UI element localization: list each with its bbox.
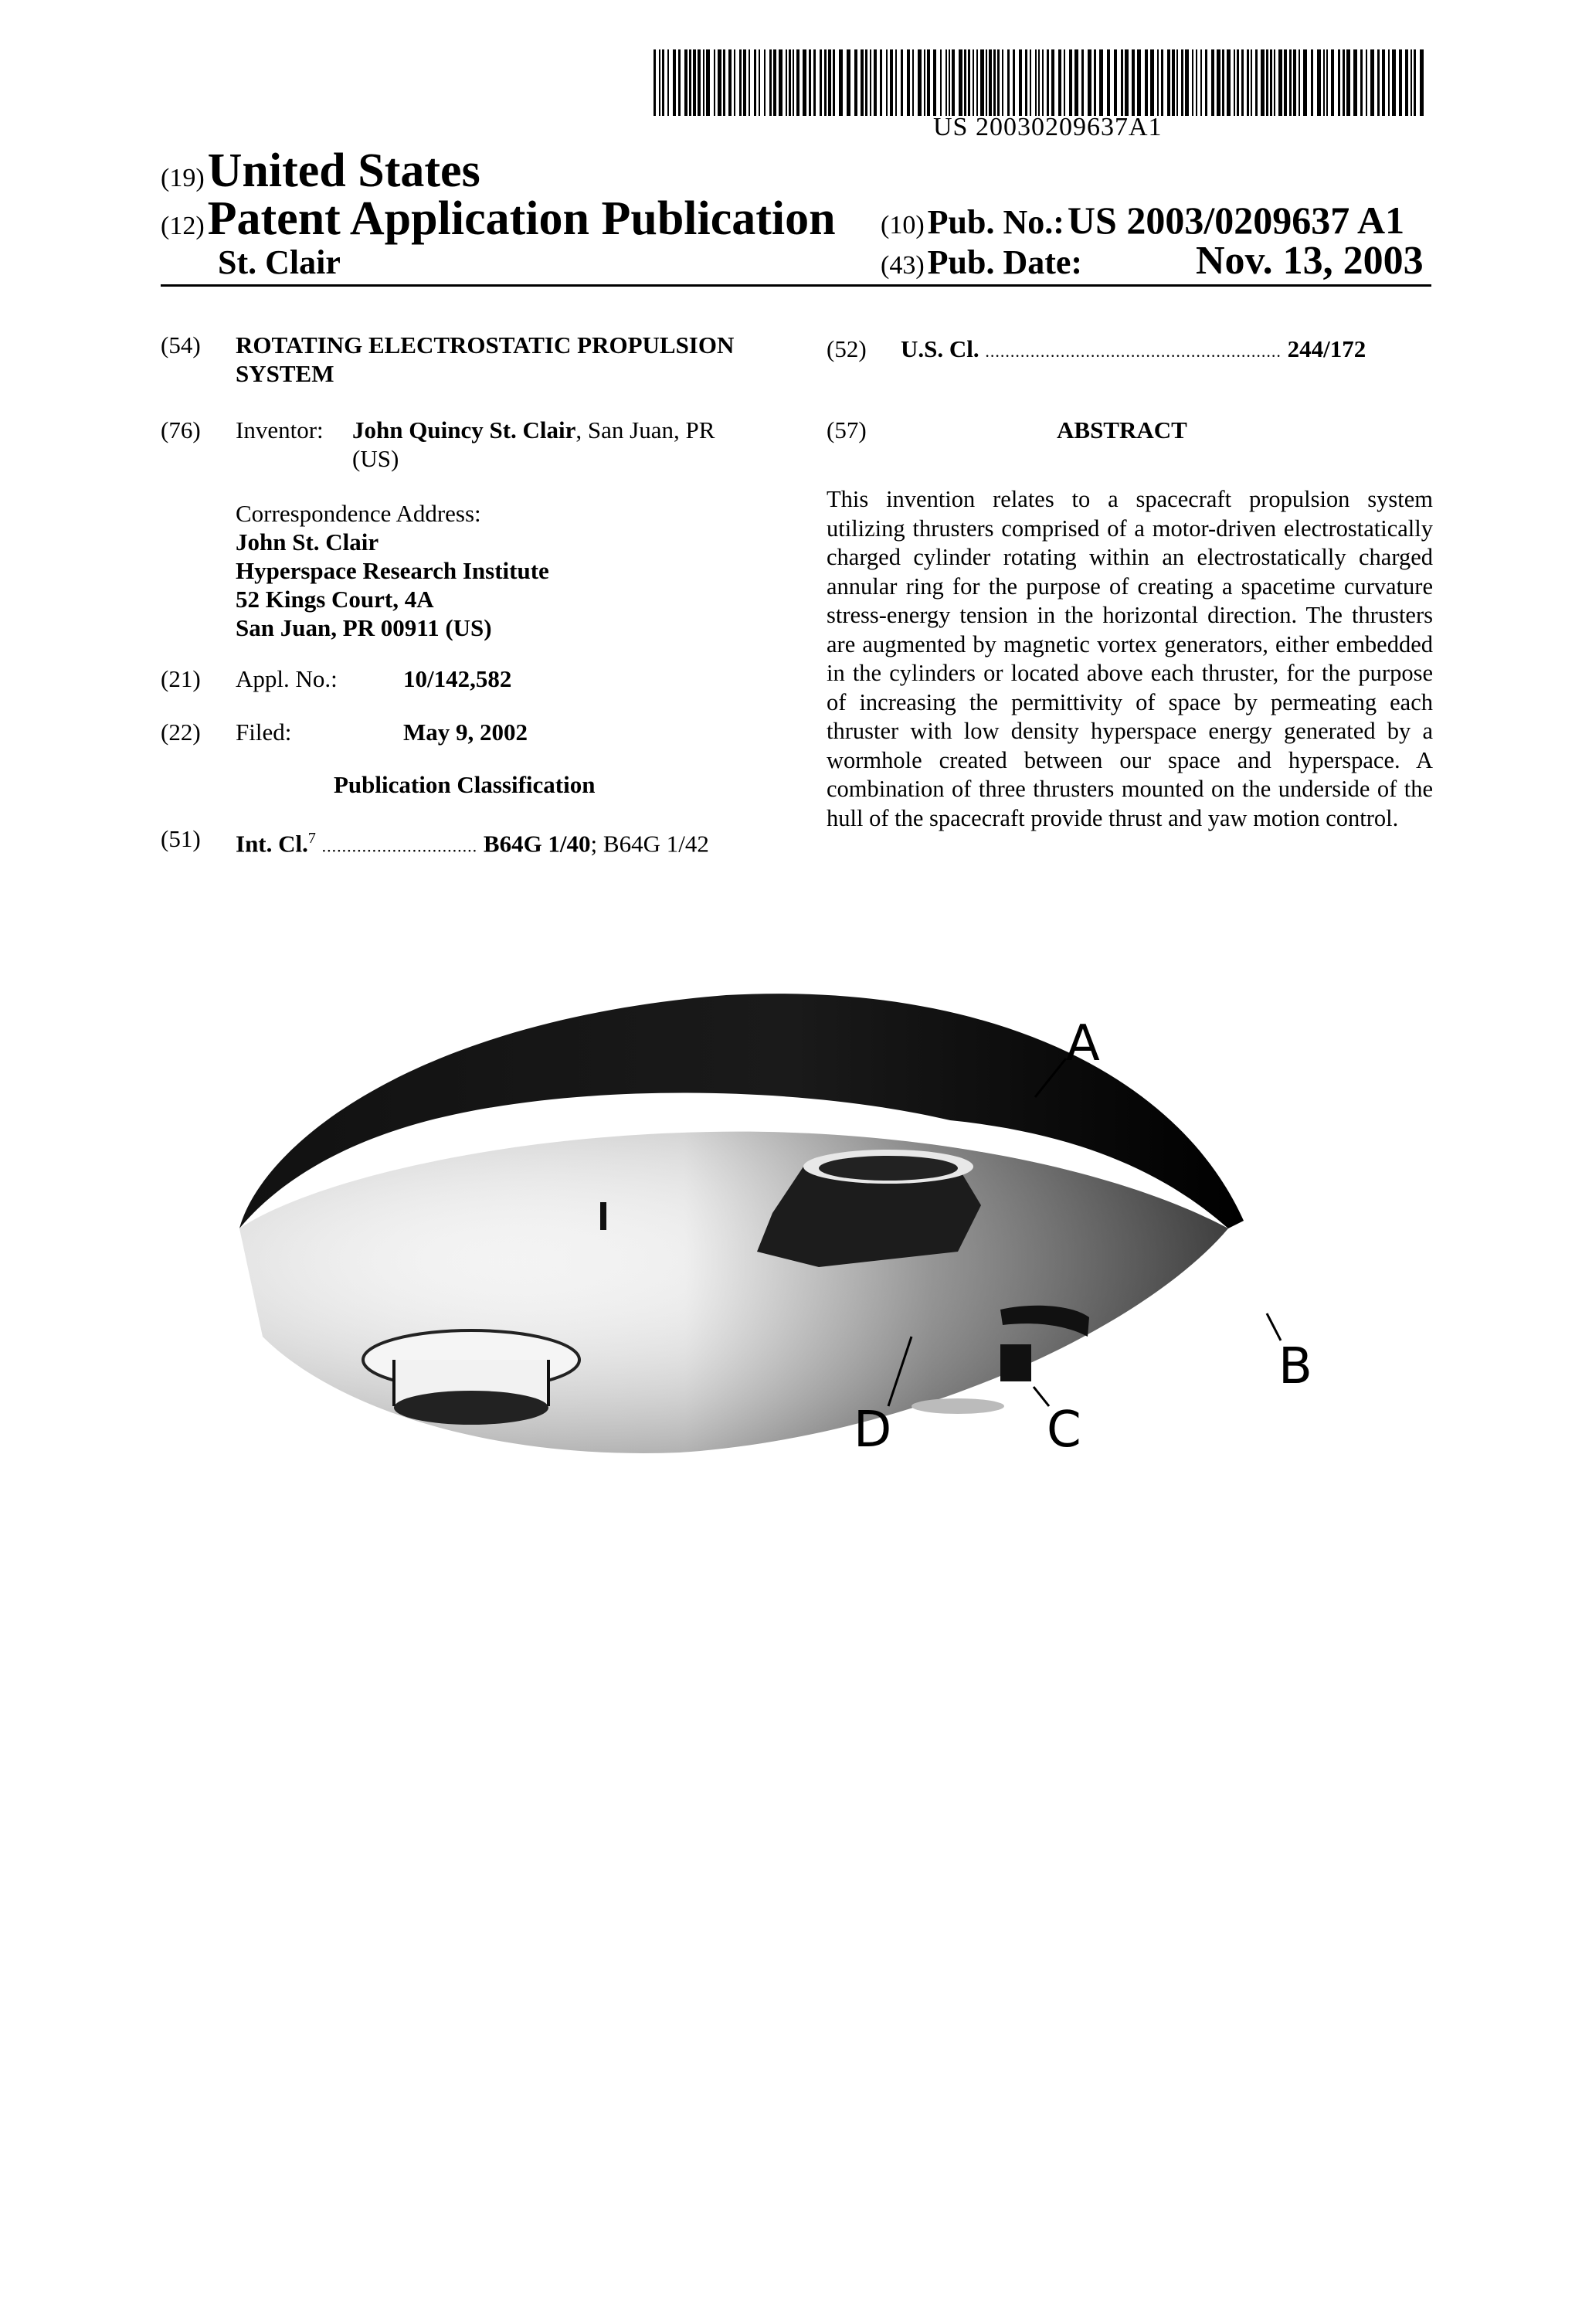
barcode-bar [865,49,867,116]
pub-date-line [881,243,1082,282]
barcode-bar [718,49,721,116]
barcode-bar [1278,49,1282,116]
int-cl-superscript: 7 [307,830,316,847]
barcode-bar [1222,49,1224,116]
correspondence-label: Correspondence Address: [236,500,481,527]
barcode-bar [933,49,936,116]
barcode-bar [1042,49,1044,116]
barcode-bar [1338,49,1340,116]
barcode-bar [1035,49,1037,116]
barcode-bar [1343,49,1345,116]
thruster-left [363,1330,579,1425]
barcode-bar [1007,49,1010,116]
barcode-bar [1167,49,1170,116]
barcode-bar [1030,49,1031,116]
country-line [161,144,480,199]
barcode-bar [678,49,681,116]
barcode-bar [1200,49,1202,116]
barcode-bar [1289,49,1292,116]
barcode-bar [874,49,877,116]
doc-type: Patent Application Publication [207,192,836,245]
barcode-bar [1237,49,1239,116]
pub-no-value: US 2003/0209637 A1 [1067,199,1405,242]
barcode-bar [779,49,783,116]
code-19: (19) [161,164,205,192]
code-12: (12) [161,212,205,240]
barcode-bar [952,49,955,116]
barcode-bar [654,49,656,116]
barcode-bar [714,49,715,116]
barcode-bar [1088,49,1091,116]
barcode-bar [1051,49,1054,116]
code-76: (76) [161,416,201,443]
publication-classification-heading: Publication Classification [334,771,596,798]
barcode-bar [980,49,984,116]
barcode-bar [976,49,978,116]
barcode-bar [820,49,822,116]
barcode-bar [698,49,701,116]
barcode-bar [895,49,897,116]
leader-b [1267,1313,1281,1340]
barcode-bar [759,49,760,116]
barcode-bar [1211,49,1214,116]
code-52: (52) [827,335,867,362]
code-22: (22) [161,719,201,746]
barcode-bar [728,49,732,116]
barcode-bar [907,49,910,116]
barcode-bar [773,49,776,116]
barcode-bar [1107,49,1110,116]
barcode-bar [1074,49,1078,116]
abstract-text: This invention relates to a spacecraft propulsion system utilizing thrusters comprised of a motor-driven electrostatically charged cylinder rotating within an electrostatically charged annular ring for the purpose of creating a spacetime curvature stress-energy tension in the horizontal direction. The thrusters are augmented by magnetic vortex generators, either embedded in the cylinders or located above each thruster, for the purpose of increasing the permittivity of space by permeating each thruster with low density hyperspace energy generated by a wormhole created between our space and hyperspace. A combination of three thrusters mounted on the underside of the hull of the spacecraft provide thrust and yaw motion control. [827,486,1433,831]
code-43: (43) [881,251,925,280]
inventor-place: , San Juan, PR [575,416,715,443]
filed-value: May 9, 2002 [403,719,528,746]
barcode-bar [945,49,947,116]
inventor-country: (US) [352,445,399,472]
barcode [654,49,1426,116]
barcode-bar [901,49,903,116]
barcode-bar [1311,49,1313,116]
barcode-bar [1047,49,1049,116]
figure-label-d: D [854,1402,892,1459]
barcode-bar [989,49,992,116]
barcode-bar [1274,49,1275,116]
barcode-bar [1025,49,1027,116]
inventor-short: St. Clair [218,243,341,281]
barcode-bar [764,49,766,116]
barcode-bar [1064,49,1065,116]
barcode-bar [1069,49,1072,116]
barcode-bar [1058,49,1061,116]
barcode-bar [828,49,831,116]
barcode-bar [1326,49,1328,116]
barcode-bar [1161,49,1163,116]
barcode-bar [854,49,857,116]
barcode-bar [1038,49,1040,116]
barcode-bar [1370,49,1374,116]
barcode-bar [689,49,691,116]
barcode-bar [924,49,925,116]
int-cl-dots: ............................... [321,836,478,856]
barcode-bar [1150,49,1154,116]
us-cl-value: 244/172 [1287,335,1366,362]
barcode-bar [918,49,922,116]
barcode-bar [1002,49,1003,116]
barcode-bar [1293,49,1296,116]
barcode-bar [833,49,835,116]
figure-label-a: A [1066,1015,1100,1072]
barcode-bar [964,49,966,116]
barcode-bar [847,49,850,116]
int-cl-label: Int. Cl. [236,830,308,858]
appl-no-value: 10/142,582 [403,665,512,692]
inventor-name: John Quincy St. Clair [352,416,576,443]
barcode-bar [997,49,1000,116]
barcode-bar [754,49,756,116]
barcode-bar [890,49,893,116]
us-cl-dots: ........................................................... [985,341,1282,361]
barcode-bar [1157,49,1159,116]
barcode-bar [839,49,843,116]
barcode-bar [1227,49,1231,116]
correspondence-line-1: John St. Clair [236,528,379,556]
barcode-bar [796,49,799,116]
barcode-bar [1388,49,1390,116]
barcode-bar [1382,49,1385,116]
us-cl-line [901,335,1366,365]
barcode-bar [1145,49,1148,116]
barcode-bar [1251,49,1252,116]
barcode-bar [1299,49,1300,116]
barcode-bar [706,49,710,116]
barcode-bar [1247,49,1249,116]
correspondence-line-2: Hyperspace Research Institute [236,557,549,584]
barcode-bar [1114,49,1117,116]
barcode-bar [1013,49,1015,116]
barcode-bar [1399,49,1402,116]
barcode-bar [993,49,996,116]
barcode-bar [703,49,704,116]
code-57: (57) [827,416,867,443]
barcode-bar [1270,49,1272,116]
pub-no-label: Pub. No.: [927,203,1064,241]
abstract-heading: ABSTRACT [1057,416,1187,443]
barcode-bar [1261,49,1265,116]
doc-type-line [161,192,836,246]
filed-label: Filed: [236,719,292,746]
barcode-bar [927,49,930,116]
barcode-bar [662,49,664,116]
barcode-bar [1196,49,1197,116]
barcode-bar [1241,49,1244,116]
barcode-bar [786,49,787,116]
barcode-bar [769,49,772,116]
barcode-bar [1303,49,1307,116]
barcode-bar [734,49,735,116]
barcode-bar [1099,49,1103,116]
barcode-bar [912,49,914,116]
code-51: (51) [161,825,201,852]
figure-label-c: C [1047,1402,1081,1459]
barcode-bar [1323,49,1325,116]
barcode-bar [803,49,806,116]
correspondence-line-3: 52 Kings Court, 4A [236,586,434,613]
code-10: (10) [881,211,925,240]
barcode-bar [1392,49,1396,116]
barcode-bar [1266,49,1268,116]
barcode-bar [1255,49,1258,116]
barcode-bar [809,49,811,116]
barcode-bar [684,49,687,116]
barcode-bar [1234,49,1235,116]
barcode-bar [813,49,816,116]
barcode-bar [743,49,746,116]
barcode-bar [1346,49,1350,116]
barcode-bar [1205,49,1207,116]
barcode-bar [793,49,794,116]
barcode-bar [824,49,827,116]
barcode-bar [659,49,660,116]
barcode-bar [739,49,742,116]
barcode-bar [1420,49,1424,116]
int-cl-value: B64G 1/40 [483,830,591,858]
barcode-bar [1366,49,1367,116]
barcode-number: US 20030209637A1 [933,113,1163,141]
barcode-bar [1360,49,1363,116]
barcode-bar [986,49,987,116]
inventor-line [352,416,715,444]
barcode-bar [1411,49,1412,116]
us-cl-label: U.S. Cl. [901,335,979,362]
barcode-bar [1217,49,1220,116]
barcode-bar [789,49,791,116]
barcode-bar [959,49,962,116]
barcode-bar [1405,49,1408,116]
barcode-bar [1137,49,1141,116]
barcode-bar [1377,49,1380,116]
barcode-bar [861,49,864,116]
int-cl-line [236,824,709,860]
pub-date-value: Nov. 13, 2003 [1196,239,1424,283]
code-54: (54) [161,331,201,358]
barcode-bar [1414,49,1416,116]
code-21: (21) [161,665,201,692]
barcode-bar [1125,49,1129,116]
barcode-bar [968,49,970,116]
barcode-bar [1192,49,1193,116]
barcode-bar [693,49,696,116]
spacecraft-figure [216,973,1360,1530]
title-line-1: ROTATING ELECTROSTATIC PROPULSION [236,331,735,358]
barcode-bar [1121,49,1123,116]
barcode-bar [880,49,882,116]
barcode-bar [870,49,871,116]
pub-no-line [881,198,1404,243]
barcode-bar [749,49,750,116]
inventor-label: Inventor: [236,416,324,443]
barcode-bar [1132,49,1135,116]
barcode-bar [1331,49,1334,116]
barcode-bar [1019,49,1022,116]
barcode-bar [1176,49,1178,116]
pub-date-label: Pub. Date: [927,243,1083,281]
barcode-bar [1172,49,1175,116]
barcode-bar [1081,49,1084,116]
barcode-bar [940,49,942,116]
barcode-bar [973,49,974,116]
figure-label-b: B [1278,1338,1312,1395]
title-line-2: SYSTEM [236,360,334,387]
barcode-bar [1181,49,1183,116]
appl-no-label: Appl. No.: [236,665,338,692]
barcode-bar [723,49,725,116]
barcode-bar [1284,49,1287,116]
barcode-bar [949,49,950,116]
correspondence-line-4: San Juan, PR 00911 (US) [236,614,492,641]
header-rule [161,284,1431,287]
int-cl-value-rest: ; B64G 1/42 [590,830,709,858]
barcode-bar [1353,49,1357,116]
country: United States [207,144,480,197]
barcode-bar [886,49,888,116]
barcode-bar [1317,49,1321,116]
barcode-bar [1185,49,1189,116]
barcode-bar [1094,49,1096,116]
barcode-bar [667,49,669,116]
barcode-bar [673,49,676,116]
